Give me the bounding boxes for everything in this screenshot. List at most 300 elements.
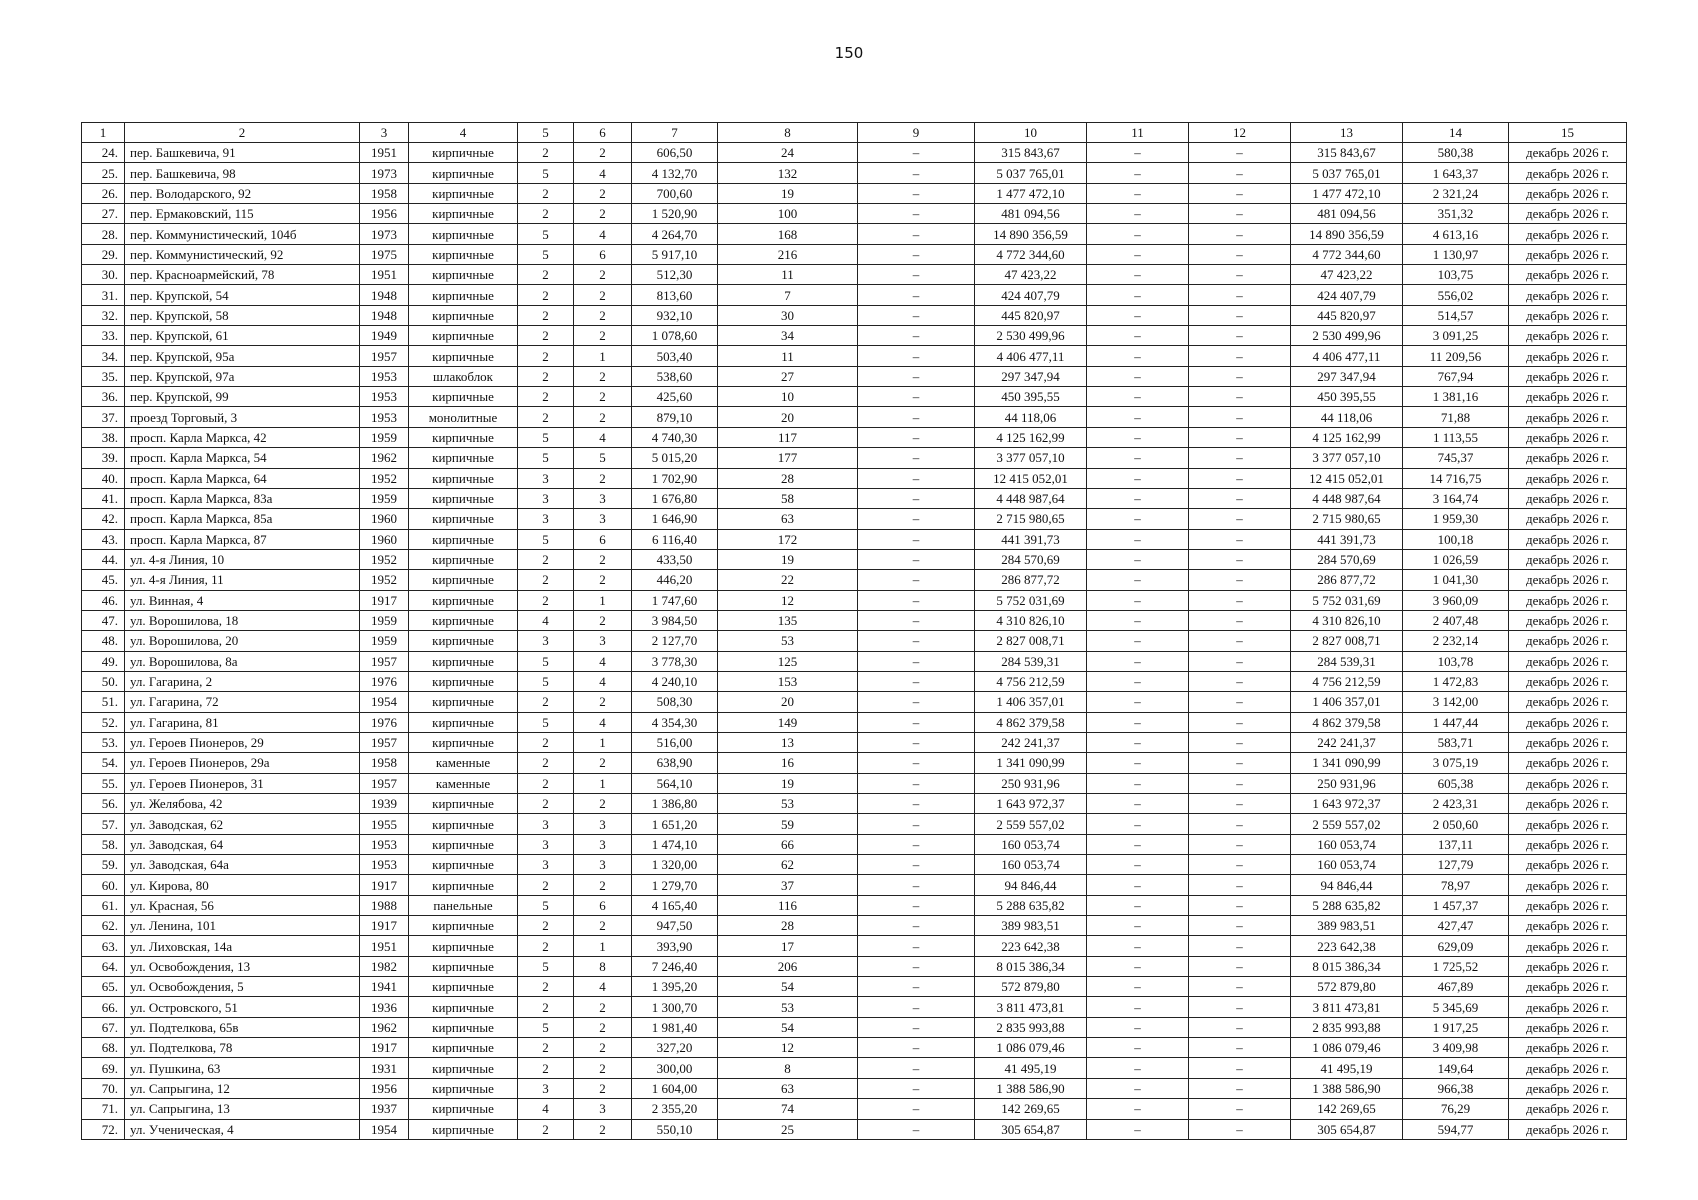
table-row [82,407,1627,427]
cell-area: 1 747,60 [632,590,718,610]
cell-value-col-12: – [1189,305,1291,325]
cell-year-built: 1952 [360,468,409,488]
cell-residents: 12 [718,1038,858,1058]
cell-value-col-12: – [1189,549,1291,569]
cell-row-number: 45. [82,570,125,590]
cell-cost-total: 4 772 344,60 [975,244,1087,264]
table-row [82,366,1627,386]
cell-cost-total: 297 347,94 [975,366,1087,386]
cell-deadline: декабрь 2026 г. [1509,1099,1627,1119]
cell-area: 879,10 [632,407,718,427]
cell-row-number: 53. [82,732,125,752]
cell-floors: 2 [518,794,574,814]
cell-year-built: 1951 [360,143,409,163]
cell-cost-fund: 445 820,97 [1291,305,1403,325]
cell-row-number: 69. [82,1058,125,1078]
cell-deadline: декабрь 2026 г. [1509,407,1627,427]
cell-wall-material: кирпичные [409,1099,518,1119]
cell-cost-per-unit: 556,02 [1403,285,1509,305]
cell-cost-fund: 94 846,44 [1291,875,1403,895]
cell-address: ул. Заводская, 64 [125,834,360,854]
cell-entrances: 4 [574,977,632,997]
cell-address: ул. Заводская, 62 [125,814,360,834]
table-row [82,529,1627,549]
cell-address: ул. Героев Пионеров, 31 [125,773,360,793]
cell-value-col-9: – [858,1017,975,1037]
cell-value-col-9: – [858,794,975,814]
cell-residents: 20 [718,692,858,712]
cell-cost-total: 4 310 826,10 [975,610,1087,630]
cell-wall-material: кирпичные [409,387,518,407]
cell-deadline: декабрь 2026 г. [1509,956,1627,976]
cell-value-col-12: – [1189,1078,1291,1098]
cell-cost-total: 2 530 499,96 [975,326,1087,346]
cell-row-number: 46. [82,590,125,610]
cell-cost-total: 2 559 557,02 [975,814,1087,834]
cell-area: 1 981,40 [632,1017,718,1037]
cell-address: ул. Кирова, 80 [125,875,360,895]
cell-cost-per-unit: 1 725,52 [1403,956,1509,976]
cell-value-col-9: – [858,407,975,427]
cell-year-built: 1954 [360,692,409,712]
cell-floors: 5 [518,529,574,549]
cell-entrances: 2 [574,692,632,712]
cell-cost-fund: 2 530 499,96 [1291,326,1403,346]
cell-year-built: 1958 [360,183,409,203]
cell-year-built: 1955 [360,814,409,834]
cell-floors: 5 [518,712,574,732]
cell-wall-material: кирпичные [409,509,518,529]
cell-entrances: 2 [574,794,632,814]
cell-value-col-9: – [858,692,975,712]
cell-area: 1 520,90 [632,204,718,224]
cell-entrances: 2 [574,468,632,488]
cell-residents: 53 [718,631,858,651]
cell-cost-total: 2 827 008,71 [975,631,1087,651]
cell-address: просп. Карла Маркса, 54 [125,448,360,468]
cell-entrances: 2 [574,265,632,285]
cell-wall-material: кирпичные [409,326,518,346]
cell-row-number: 56. [82,794,125,814]
cell-value-col-9: – [858,1078,975,1098]
column-header: 12 [1189,123,1291,143]
cell-row-number: 51. [82,692,125,712]
cell-year-built: 1941 [360,977,409,997]
cell-entrances: 2 [574,326,632,346]
table-row [82,895,1627,915]
cell-year-built: 1951 [360,936,409,956]
cell-residents: 10 [718,387,858,407]
cell-year-built: 1953 [360,387,409,407]
cell-cost-per-unit: 103,78 [1403,651,1509,671]
cell-value-col-11: – [1087,773,1189,793]
cell-residents: 12 [718,590,858,610]
cell-floors: 2 [518,549,574,569]
cell-value-col-11: – [1087,407,1189,427]
cell-value-col-11: – [1087,1058,1189,1078]
cell-residents: 74 [718,1099,858,1119]
cell-value-col-11: – [1087,468,1189,488]
cell-value-col-12: – [1189,509,1291,529]
cell-year-built: 1959 [360,610,409,630]
cell-residents: 66 [718,834,858,854]
cell-value-col-9: – [858,834,975,854]
cell-value-col-12: – [1189,387,1291,407]
cell-cost-fund: 2 827 008,71 [1291,631,1403,651]
cell-entrances: 2 [574,610,632,630]
cell-year-built: 1917 [360,1038,409,1058]
cell-wall-material: кирпичные [409,265,518,285]
table-row [82,590,1627,610]
cell-area: 508,30 [632,692,718,712]
cell-value-col-11: – [1087,631,1189,651]
cell-value-col-9: – [858,468,975,488]
table-row [82,183,1627,203]
cell-year-built: 1988 [360,895,409,915]
cell-residents: 11 [718,265,858,285]
cell-value-col-11: – [1087,651,1189,671]
cell-wall-material: кирпичные [409,570,518,590]
cell-value-col-11: – [1087,936,1189,956]
cell-deadline: декабрь 2026 г. [1509,977,1627,997]
cell-entrances: 2 [574,997,632,1017]
cell-deadline: декабрь 2026 г. [1509,183,1627,203]
cell-floors: 3 [518,488,574,508]
cell-row-number: 55. [82,773,125,793]
table-row [82,549,1627,569]
cell-value-col-12: – [1189,692,1291,712]
cell-residents: 54 [718,1017,858,1037]
cell-wall-material: кирпичные [409,488,518,508]
cell-row-number: 34. [82,346,125,366]
column-header: 4 [409,123,518,143]
cell-row-number: 67. [82,1017,125,1037]
cell-cost-per-unit: 2 050,60 [1403,814,1509,834]
table-row [82,1038,1627,1058]
cell-value-col-11: – [1087,285,1189,305]
cell-cost-total: 1 388 586,90 [975,1078,1087,1098]
cell-value-col-11: – [1087,671,1189,691]
cell-residents: 135 [718,610,858,630]
cell-cost-fund: 223 642,38 [1291,936,1403,956]
cell-address: ул. Островского, 51 [125,997,360,1017]
cell-deadline: декабрь 2026 г. [1509,305,1627,325]
cell-value-col-12: – [1189,875,1291,895]
cell-entrances: 1 [574,590,632,610]
cell-residents: 125 [718,651,858,671]
cell-year-built: 1937 [360,1099,409,1119]
cell-value-col-12: – [1189,753,1291,773]
cell-area: 327,20 [632,1038,718,1058]
cell-value-col-11: – [1087,610,1189,630]
cell-value-col-11: – [1087,1119,1189,1139]
cell-residents: 62 [718,855,858,875]
cell-address: ул. 4-я Линия, 11 [125,570,360,590]
cell-residents: 22 [718,570,858,590]
cell-residents: 28 [718,916,858,936]
cell-value-col-11: – [1087,387,1189,407]
cell-floors: 2 [518,407,574,427]
cell-value-col-12: – [1189,163,1291,183]
cell-entrances: 3 [574,1099,632,1119]
cell-value-col-9: – [858,875,975,895]
cell-row-number: 36. [82,387,125,407]
cell-cost-total: 4 756 212,59 [975,671,1087,691]
cell-cost-fund: 297 347,94 [1291,366,1403,386]
cell-address: пер. Крупской, 99 [125,387,360,407]
table-header-row [82,123,1627,143]
cell-value-col-12: – [1189,834,1291,854]
cell-entrances: 4 [574,427,632,447]
cell-cost-per-unit: 966,38 [1403,1078,1509,1098]
cell-floors: 2 [518,326,574,346]
cell-row-number: 37. [82,407,125,427]
cell-cost-fund: 2 559 557,02 [1291,814,1403,834]
cell-floors: 2 [518,204,574,224]
cell-cost-total: 572 879,80 [975,977,1087,997]
cell-wall-material: кирпичные [409,143,518,163]
cell-entrances: 4 [574,712,632,732]
cell-address: пер. Володарского, 92 [125,183,360,203]
table-row [82,977,1627,997]
cell-value-col-9: – [858,549,975,569]
cell-value-col-11: – [1087,448,1189,468]
cell-cost-total: 4 448 987,64 [975,488,1087,508]
cell-deadline: декабрь 2026 г. [1509,651,1627,671]
cell-row-number: 60. [82,875,125,895]
cell-area: 300,00 [632,1058,718,1078]
cell-value-col-12: – [1189,366,1291,386]
cell-residents: 58 [718,488,858,508]
cell-cost-per-unit: 1 447,44 [1403,712,1509,732]
cell-row-number: 58. [82,834,125,854]
cell-floors: 5 [518,956,574,976]
cell-cost-per-unit: 3 075,19 [1403,753,1509,773]
table-row [82,468,1627,488]
cell-row-number: 25. [82,163,125,183]
cell-value-col-12: – [1189,997,1291,1017]
cell-address: ул. Ворошилова, 8а [125,651,360,671]
table-body [82,143,1627,1140]
cell-area: 503,40 [632,346,718,366]
cell-cost-total: 4 406 477,11 [975,346,1087,366]
cell-residents: 100 [718,204,858,224]
cell-entrances: 2 [574,549,632,569]
cell-entrances: 3 [574,834,632,854]
cell-area: 393,90 [632,936,718,956]
column-header: 7 [632,123,718,143]
cell-year-built: 1939 [360,794,409,814]
cell-address: ул. Ленина, 101 [125,916,360,936]
page-number: 150 [834,44,864,62]
cell-cost-fund: 572 879,80 [1291,977,1403,997]
cell-entrances: 6 [574,529,632,549]
table-row [82,773,1627,793]
cell-cost-fund: 389 983,51 [1291,916,1403,936]
cell-row-number: 30. [82,265,125,285]
column-header: 2 [125,123,360,143]
cell-wall-material: каменные [409,773,518,793]
cell-area: 3 984,50 [632,610,718,630]
cell-cost-total: 5 037 765,01 [975,163,1087,183]
column-header: 11 [1087,123,1189,143]
cell-floors: 2 [518,285,574,305]
cell-floors: 2 [518,1038,574,1058]
cell-cost-per-unit: 4 613,16 [1403,224,1509,244]
cell-address: ул. Желябова, 42 [125,794,360,814]
cell-cost-per-unit: 71,88 [1403,407,1509,427]
cell-cost-per-unit: 583,71 [1403,732,1509,752]
cell-year-built: 1951 [360,265,409,285]
cell-wall-material: кирпичные [409,956,518,976]
cell-deadline: декабрь 2026 г. [1509,529,1627,549]
cell-address: ул. Пушкина, 63 [125,1058,360,1078]
cell-address: пер. Крупской, 58 [125,305,360,325]
cell-cost-fund: 142 269,65 [1291,1099,1403,1119]
cell-row-number: 49. [82,651,125,671]
cell-area: 4 240,10 [632,671,718,691]
cell-address: ул. Лиховская, 14а [125,936,360,956]
cell-value-col-11: – [1087,163,1189,183]
cell-deadline: декабрь 2026 г. [1509,549,1627,569]
cell-address: пер. Крупской, 61 [125,326,360,346]
cell-entrances: 2 [574,1058,632,1078]
cell-area: 813,60 [632,285,718,305]
cell-value-col-9: – [858,509,975,529]
cell-value-col-9: – [858,895,975,915]
column-header: 14 [1403,123,1509,143]
cell-deadline: декабрь 2026 г. [1509,488,1627,508]
cell-wall-material: кирпичные [409,448,518,468]
cell-value-col-9: – [858,285,975,305]
cell-cost-fund: 1 406 357,01 [1291,692,1403,712]
cell-cost-fund: 284 539,31 [1291,651,1403,671]
cell-wall-material: кирпичные [409,610,518,630]
cell-residents: 24 [718,143,858,163]
cell-value-col-11: – [1087,834,1189,854]
cell-area: 4 132,70 [632,163,718,183]
cell-value-col-12: – [1189,895,1291,915]
cell-deadline: декабрь 2026 г. [1509,936,1627,956]
cell-deadline: декабрь 2026 г. [1509,427,1627,447]
cell-cost-fund: 2 835 993,88 [1291,1017,1403,1037]
table-row [82,671,1627,691]
cell-residents: 37 [718,875,858,895]
cell-cost-fund: 242 241,37 [1291,732,1403,752]
cell-cost-fund: 4 448 987,64 [1291,488,1403,508]
cell-cost-per-unit: 3 091,25 [1403,326,1509,346]
cell-area: 4 264,70 [632,224,718,244]
cell-floors: 3 [518,814,574,834]
cell-value-col-11: – [1087,732,1189,752]
cell-cost-fund: 286 877,72 [1291,570,1403,590]
cell-cost-fund: 4 125 162,99 [1291,427,1403,447]
cell-year-built: 1957 [360,651,409,671]
cell-entrances: 3 [574,509,632,529]
column-header: 1 [82,123,125,143]
cell-cost-total: 94 846,44 [975,875,1087,895]
cell-row-number: 52. [82,712,125,732]
cell-value-col-9: – [858,590,975,610]
cell-address: пер. Коммунистический, 104б [125,224,360,244]
table-row [82,1099,1627,1119]
cell-floors: 2 [518,387,574,407]
cell-cost-total: 481 094,56 [975,204,1087,224]
cell-deadline: декабрь 2026 г. [1509,1119,1627,1139]
cell-value-col-12: – [1189,244,1291,264]
table-row [82,631,1627,651]
cell-cost-fund: 4 310 826,10 [1291,610,1403,630]
cell-cost-per-unit: 1 113,55 [1403,427,1509,447]
cell-year-built: 1959 [360,631,409,651]
cell-address: ул. 4-я Линия, 10 [125,549,360,569]
cell-address: ул. Ученическая, 4 [125,1119,360,1139]
cell-address: ул. Гагарина, 81 [125,712,360,732]
cell-entrances: 4 [574,651,632,671]
cell-cost-per-unit: 767,94 [1403,366,1509,386]
cell-residents: 172 [718,529,858,549]
table-row [82,732,1627,752]
cell-area: 1 279,70 [632,875,718,895]
cell-address: ул. Сапрыгина, 12 [125,1078,360,1098]
cell-cost-per-unit: 3 164,74 [1403,488,1509,508]
table-row [82,997,1627,1017]
cell-value-col-9: – [858,936,975,956]
cell-cost-per-unit: 1 381,16 [1403,387,1509,407]
cell-year-built: 1952 [360,570,409,590]
table-row [82,326,1627,346]
cell-deadline: декабрь 2026 г. [1509,143,1627,163]
table-row [82,509,1627,529]
cell-value-col-12: – [1189,529,1291,549]
cell-value-col-9: – [858,977,975,997]
cell-value-col-11: – [1087,794,1189,814]
table-row [82,875,1627,895]
cell-residents: 11 [718,346,858,366]
cell-value-col-9: – [858,427,975,447]
cell-deadline: декабрь 2026 г. [1509,366,1627,386]
cell-cost-per-unit: 5 345,69 [1403,997,1509,1017]
cell-area: 1 646,90 [632,509,718,529]
cell-area: 1 702,90 [632,468,718,488]
cell-value-col-12: – [1189,448,1291,468]
table-row [82,204,1627,224]
cell-year-built: 1936 [360,997,409,1017]
cell-wall-material: кирпичные [409,997,518,1017]
cell-value-col-11: – [1087,366,1189,386]
cell-deadline: декабрь 2026 г. [1509,285,1627,305]
cell-year-built: 1953 [360,834,409,854]
cell-year-built: 1957 [360,773,409,793]
cell-entrances: 1 [574,732,632,752]
cell-value-col-9: – [858,956,975,976]
cell-value-col-12: – [1189,977,1291,997]
cell-year-built: 1917 [360,916,409,936]
cell-entrances: 1 [574,346,632,366]
cell-value-col-11: – [1087,570,1189,590]
cell-row-number: 54. [82,753,125,773]
cell-wall-material: кирпичные [409,712,518,732]
cell-residents: 13 [718,732,858,752]
cell-area: 1 676,80 [632,488,718,508]
cell-address: пер. Ермаковский, 115 [125,204,360,224]
cell-residents: 7 [718,285,858,305]
cell-year-built: 1956 [360,204,409,224]
cell-wall-material: кирпичные [409,529,518,549]
cell-floors: 2 [518,916,574,936]
cell-cost-per-unit: 745,37 [1403,448,1509,468]
cell-entrances: 2 [574,183,632,203]
